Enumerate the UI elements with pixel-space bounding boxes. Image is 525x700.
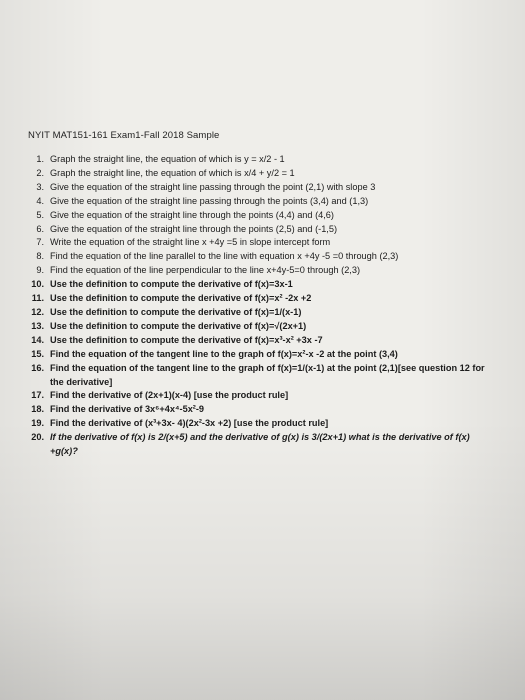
- question-item: [24, 334, 504, 348]
- question-text: Write the equation of the straight line x +4y =5 in slope intercept form: [50, 237, 331, 248]
- exam-header: NYIT MAT151-161 Exam1-Fall 2018 Sample: [28, 130, 220, 141]
- question-text: Find the equation of the tangent line to the graph of f(x)=1/(x-1) at the point (2,1)[see question 12 for the derivative]: [50, 362, 485, 387]
- question-text: Use the definition to compute the derivative of f(x)=√(2x+1): [50, 320, 307, 331]
- question-item: [24, 264, 504, 278]
- question-text: Use the definition to compute the derivative of f(x)=1/(x-1): [50, 306, 302, 317]
- question-number: 7.: [36, 237, 44, 248]
- question-item: [24, 250, 504, 264]
- question-number: 4.: [36, 195, 44, 206]
- question-number: 14.: [31, 334, 44, 345]
- question-text: Give the equation of the straight line passing through the points (3,4) and (1,3): [50, 195, 369, 206]
- question-number: 12.: [31, 306, 44, 317]
- question-item: [24, 348, 504, 362]
- question-text: Find the equation of the line parallel to the line with equation x +4y -5 =0 through (2,3): [50, 251, 399, 262]
- question-text: Graph the straight line, the equation of which is y = x/2 - 1: [50, 154, 285, 164]
- question-text: Use the definition to compute the derivative of f(x)=3x-1: [50, 279, 293, 290]
- question-item: [24, 195, 504, 209]
- question-text: Find the equation of the line perpendicular to the line x+4y-5=0 through (2,3): [50, 265, 361, 276]
- question-text: Graph the straight line, the equation of which is x/4 + y/2 = 1: [50, 167, 295, 178]
- question-item: [24, 167, 504, 181]
- question-number: 15.: [31, 348, 44, 359]
- question-number: 3.: [36, 181, 44, 192]
- question-item: [24, 389, 504, 403]
- question-number: 17.: [31, 390, 44, 401]
- question-text: Give the equation of the straight line through the points (4,4) and (4,6): [50, 209, 334, 220]
- question-number: 10.: [31, 279, 44, 290]
- question-text: If the derivative of f(x) is 2/(x+5) and the derivative of g(x) is 3/(2x+1) what is the derivative of f(x) +g(x)?: [50, 432, 470, 457]
- question-item: [24, 209, 504, 223]
- question-number: 13.: [31, 320, 44, 331]
- question-item: [24, 306, 504, 320]
- question-item: [24, 278, 504, 292]
- question-number: 20.: [31, 432, 44, 443]
- question-text: Give the equation of the straight line passing through the point (2,1) with slope 3: [50, 181, 376, 192]
- question-text: Use the definition to compute the derivative of f(x)=x² -2x +2: [50, 293, 312, 304]
- question-number: 5.: [36, 209, 44, 220]
- question-text: Find the derivative of (2x+1)(x-4) [use the product rule]: [50, 390, 289, 401]
- question-text: Find the derivative of 3x⁶+4x⁴-5x²-9: [50, 404, 205, 415]
- question-item: [24, 320, 504, 334]
- question-item: [24, 403, 504, 417]
- question-text: Use the definition to compute the derivative of f(x)=x³-x² +3x -7: [50, 334, 323, 345]
- question-text: Give the equation of the straight line through the points (2,5) and (-1,5): [50, 223, 338, 234]
- question-text: Find the derivative of (x³+3x- 4)(2x²-3x +2) [use the product rule]: [50, 418, 329, 429]
- question-item: [24, 223, 504, 237]
- question-number: 11.: [31, 293, 44, 304]
- question-number: 2.: [36, 167, 44, 178]
- question-item: [24, 431, 504, 459]
- question-number: 9.: [36, 265, 44, 276]
- question-number: 18.: [31, 404, 44, 415]
- question-list: [24, 153, 504, 459]
- question-number: 1.: [36, 154, 44, 164]
- question-item: [24, 292, 504, 306]
- question-item: [24, 417, 504, 431]
- question-item: [24, 362, 504, 390]
- question-text: Find the equation of the tangent line to the graph of f(x)=x²-x -2 at the point (3,4): [50, 348, 398, 359]
- question-number: 8.: [36, 251, 44, 262]
- question-item: [24, 153, 504, 167]
- question-number: 16.: [31, 362, 44, 373]
- question-item: [24, 181, 504, 195]
- question-number: 19.: [31, 418, 44, 429]
- question-item: [24, 236, 504, 250]
- question-number: 6.: [36, 223, 44, 234]
